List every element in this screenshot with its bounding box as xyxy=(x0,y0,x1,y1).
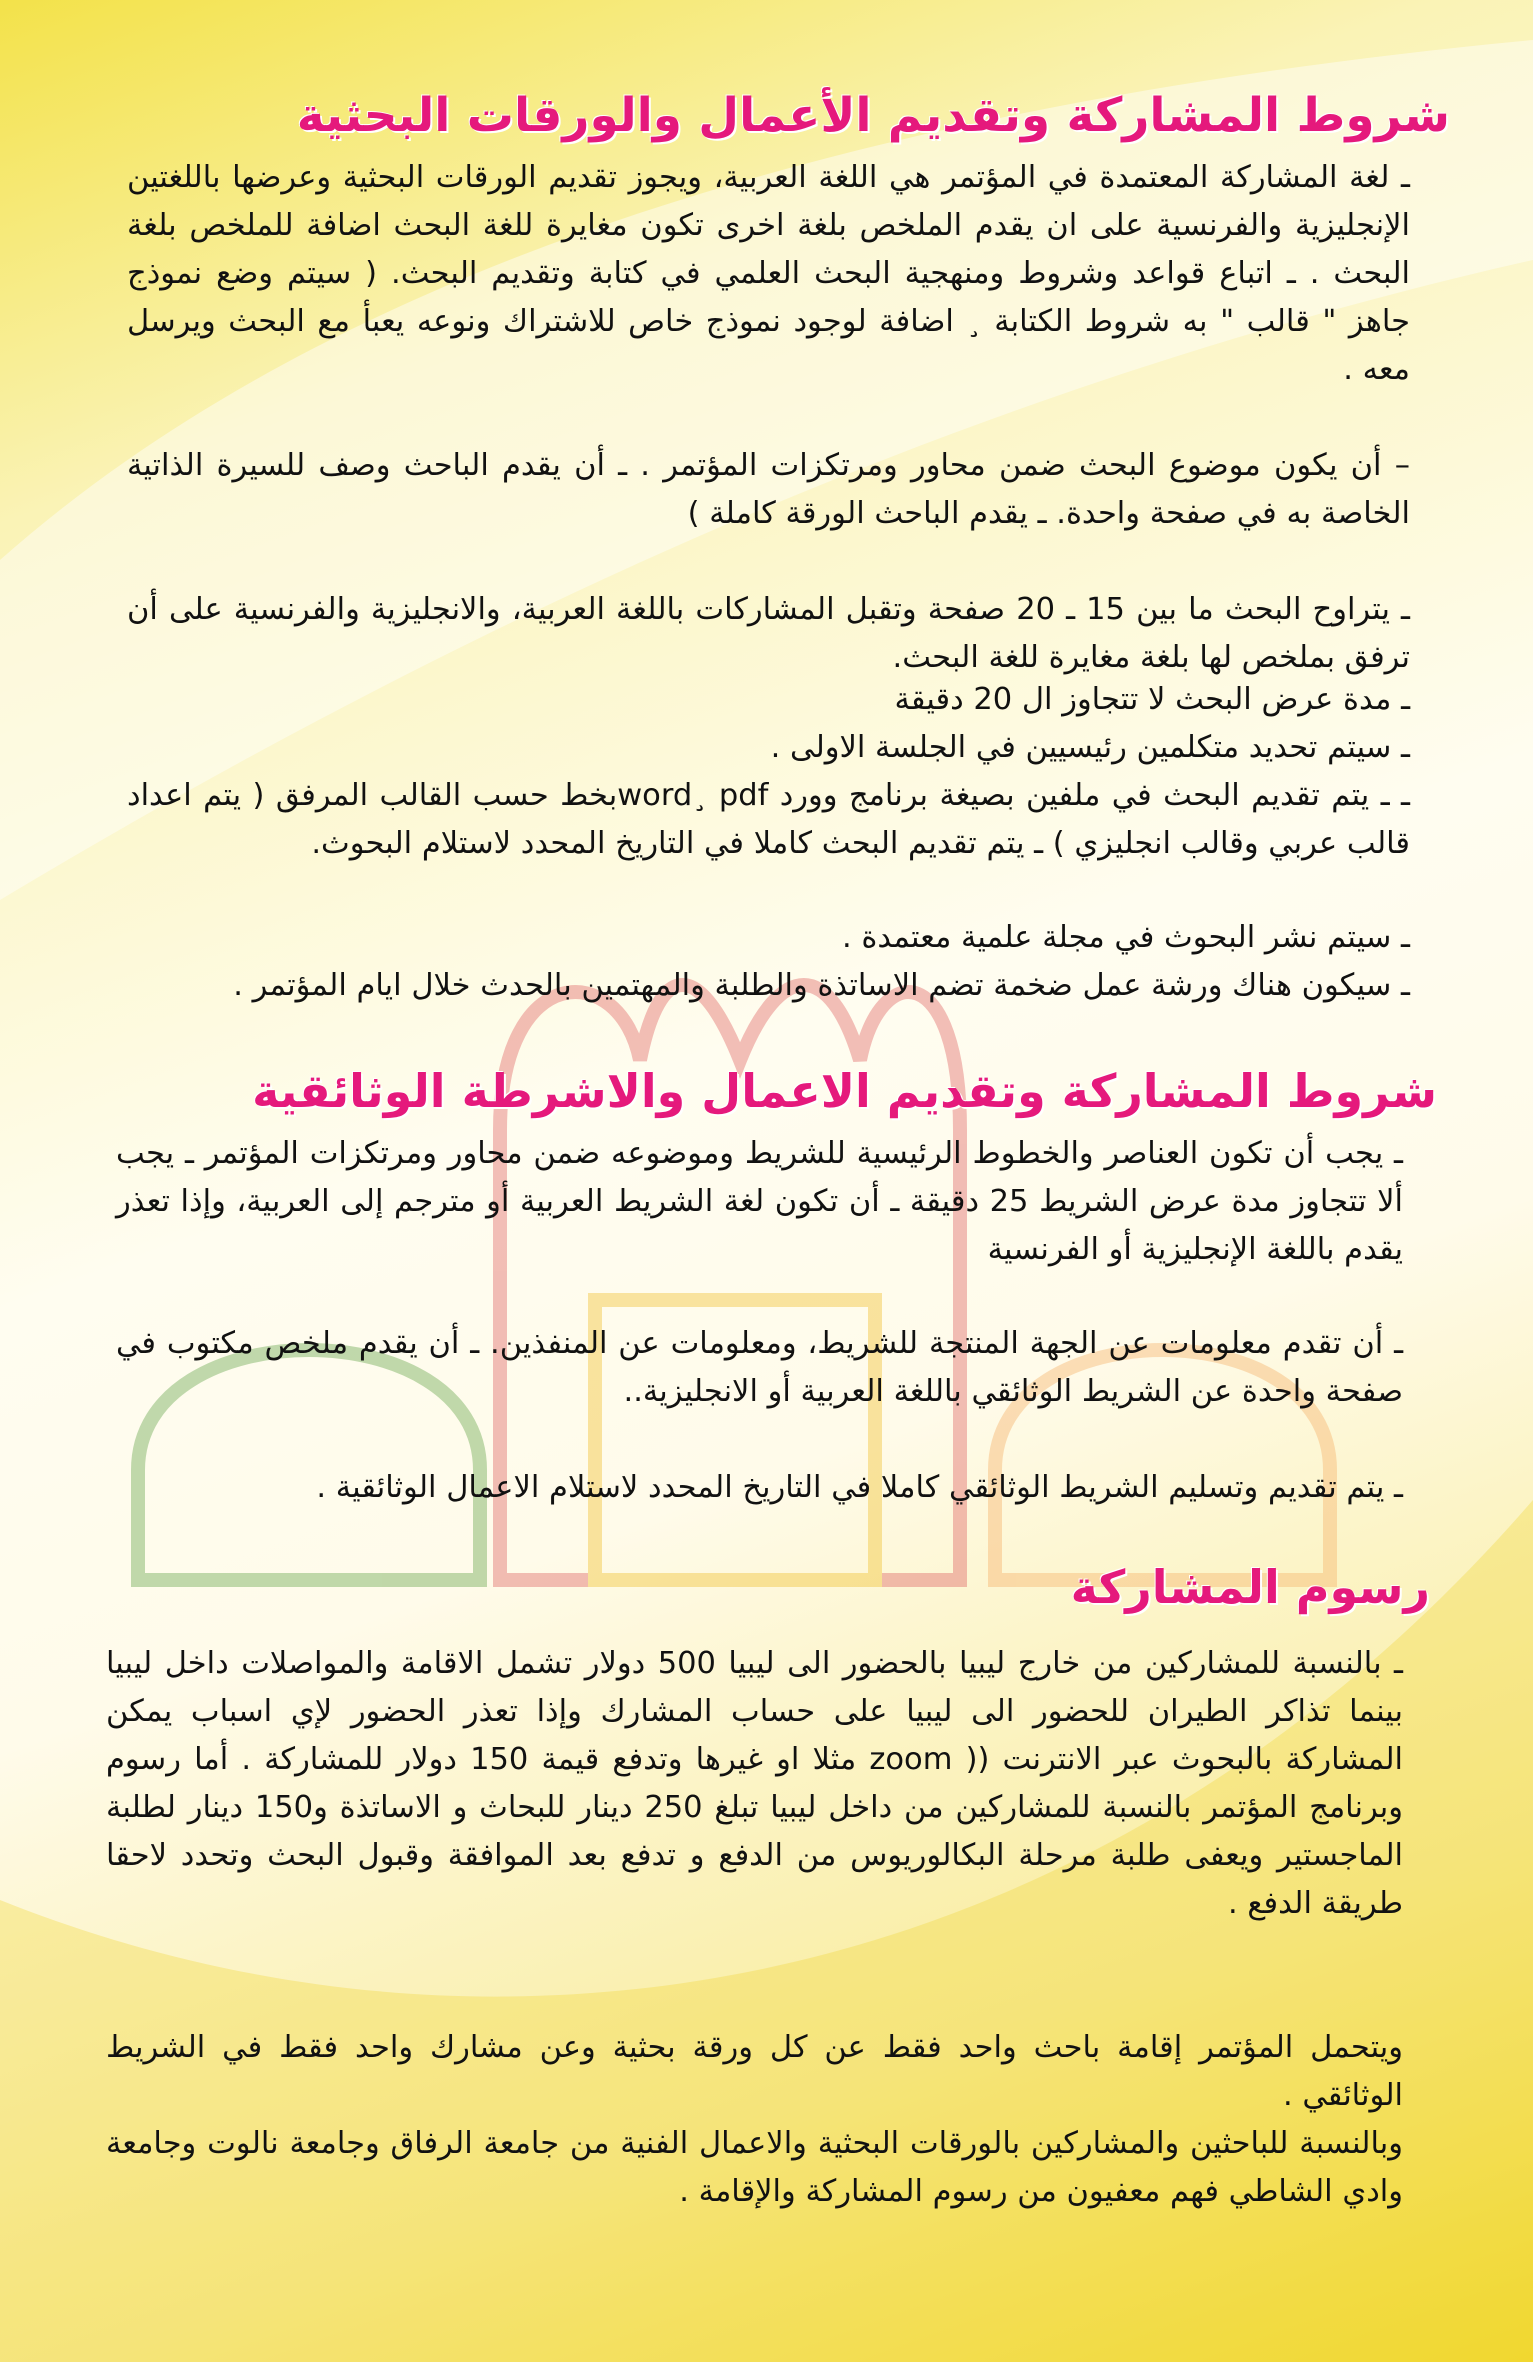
participation-item-5: ـ سيتم تحديد متكلمين رئيسيين في الجلسة الاولى . xyxy=(770,730,1410,765)
fees-item-3: وبالنسبة للباحثين والمشاركين بالورقات البحثية والاعمال الفنية من جامعة الرفاق وجامعة نالوت وجامعة وادي الشاطي فهم معفيون من رسوم المشاركة والإقامة . xyxy=(106,2126,1403,2209)
films-item-1: ـ يجب أن تكون العناصر والخطوط الرئيسية للشريط وموضوعه ضمن محاور ومرتكزات المؤتمر ـ يجب ألا تتجاوز مدة عرض الشريط 25 دقيقة ـ أن تكون لغة الشريط العربية أو مترجم إلى العربية، وإذا تعذر يقدم باللغة الإنجليزية أو الفرنسية xyxy=(116,1136,1403,1267)
fees-item-2: ويتحمل المؤتمر إقامة باحث واحد فقط عن كل ورقة بحثية وعن مشارك واحد فقط في الشريط الوثائقي . xyxy=(106,2030,1403,2113)
participation-item-2: – أن يكون موضوع البحث ضمن محاور ومرتكزات المؤتمر . ـ أن يقدم الباحث وصف للسيرة الذاتية الخاصة به في صفحة واحدة. ـ يقدم الباحث الورقة كاملة ) xyxy=(127,448,1410,531)
heading-films-terms: شروط المشاركة وتقديم الاعمال والاشرطة الوثائقية xyxy=(252,1064,1437,1118)
films-item-3: ـ يتم تقديم وتسليم الشريط الوثائقي كاملا في التاريخ المحدد لاستلام الاعمال الوثائقية . xyxy=(316,1470,1403,1505)
heading-fees: رسوم المشاركة xyxy=(1070,1560,1430,1614)
participation-item-3: ـ يتراوح البحث ما بين 15 ـ 20 صفحة وتقبل المشاركات باللغة العربية، والانجليزية والفرنسية على أن ترفق بملخص لها بلغة مغايرة للغة البحث. xyxy=(127,592,1410,675)
participation-item-7: ـ سيتم نشر البحوث في مجلة علمية معتمدة . xyxy=(842,920,1410,955)
participation-item-1: ـ لغة المشاركة المعتمدة في المؤتمر هي اللغة العربية، ويجوز تقديم الورقات البحثية وعرضها باللغتين الإنجليزية والفرنسية على ان يقدم الملخص بلغة اخرى تكون مغايرة للغة البحث اضافة للملخص بلغة البحث . ـ اتباع قواعد وشروط ومنهجية البحث العلمي في كتابة وتقديم البحث. ( سيتم وضع نموذج جاهز " قالب " به شروط الكتابة ¸ اضافة لوجود نموذج خاص للاشتراك ونوعه يعبأ مع البحث ويرسل معه . xyxy=(127,160,1410,387)
participation-item-4: ـ مدة عرض البحث لا تتجاوز ال 20 دقيقة xyxy=(894,682,1410,717)
participation-item-8: ـ سيكون هناك ورشة عمل ضخمة تضم الاساتذة والطلبة والمهتمين بالحدث خلال ايام المؤتمر . xyxy=(233,968,1410,1003)
fees-item-1: ـ بالنسبة للمشاركين من خارج ليبيا بالحضور الى ليبيا 500 دولار تشمل الاقامة والمواصلات داخل ليبيا بينما تذاكر الطيران للحضور الى ليبيا على حساب المشارك وإذا تعذر الحضور لإي اسباب يمكن المشاركة بالبحوث عبر الانترنت (( zoom مثلا او غيرها وتدفع قيمة 150 دولار للمشاركة . أما رسوم وبرنامج المؤتمر بالنسبة للمشاركين من داخل ليبيا تبلغ 250 دينار للبحاث و الاساتذة و150 دينار لطلبة الماجستير ويعفى طلبة مرحلة البكالوريوس من الدفع و تدفع بعد الموافقة وقبول البحث وتحدد لاحقا طريقة الدفع . xyxy=(106,1646,1403,1921)
heading-participation-terms: شروط المشاركة وتقديم الأعمال والورقات البحثية xyxy=(296,88,1450,143)
participation-item-6: ـ ـ يتم تقديم البحث في ملفين بصيغة برنامج وورد word¸ pdfبخط حسب القالب المرفق ( يتم اعداد قالب عربي وقالب انجليزي ) ـ يتم تقديم البحث كاملا في التاريخ المحدد لاستلام البحوث. xyxy=(127,778,1410,861)
films-item-2: ـ أن تقدم معلومات عن الجهة المنتجة للشريط، ومعلومات عن المنفذين. ـ أن يقدم ملخص مكتوب في صفحة واحدة عن الشريط الوثائقي باللغة العربية أو الانجليزية.. xyxy=(116,1326,1403,1409)
